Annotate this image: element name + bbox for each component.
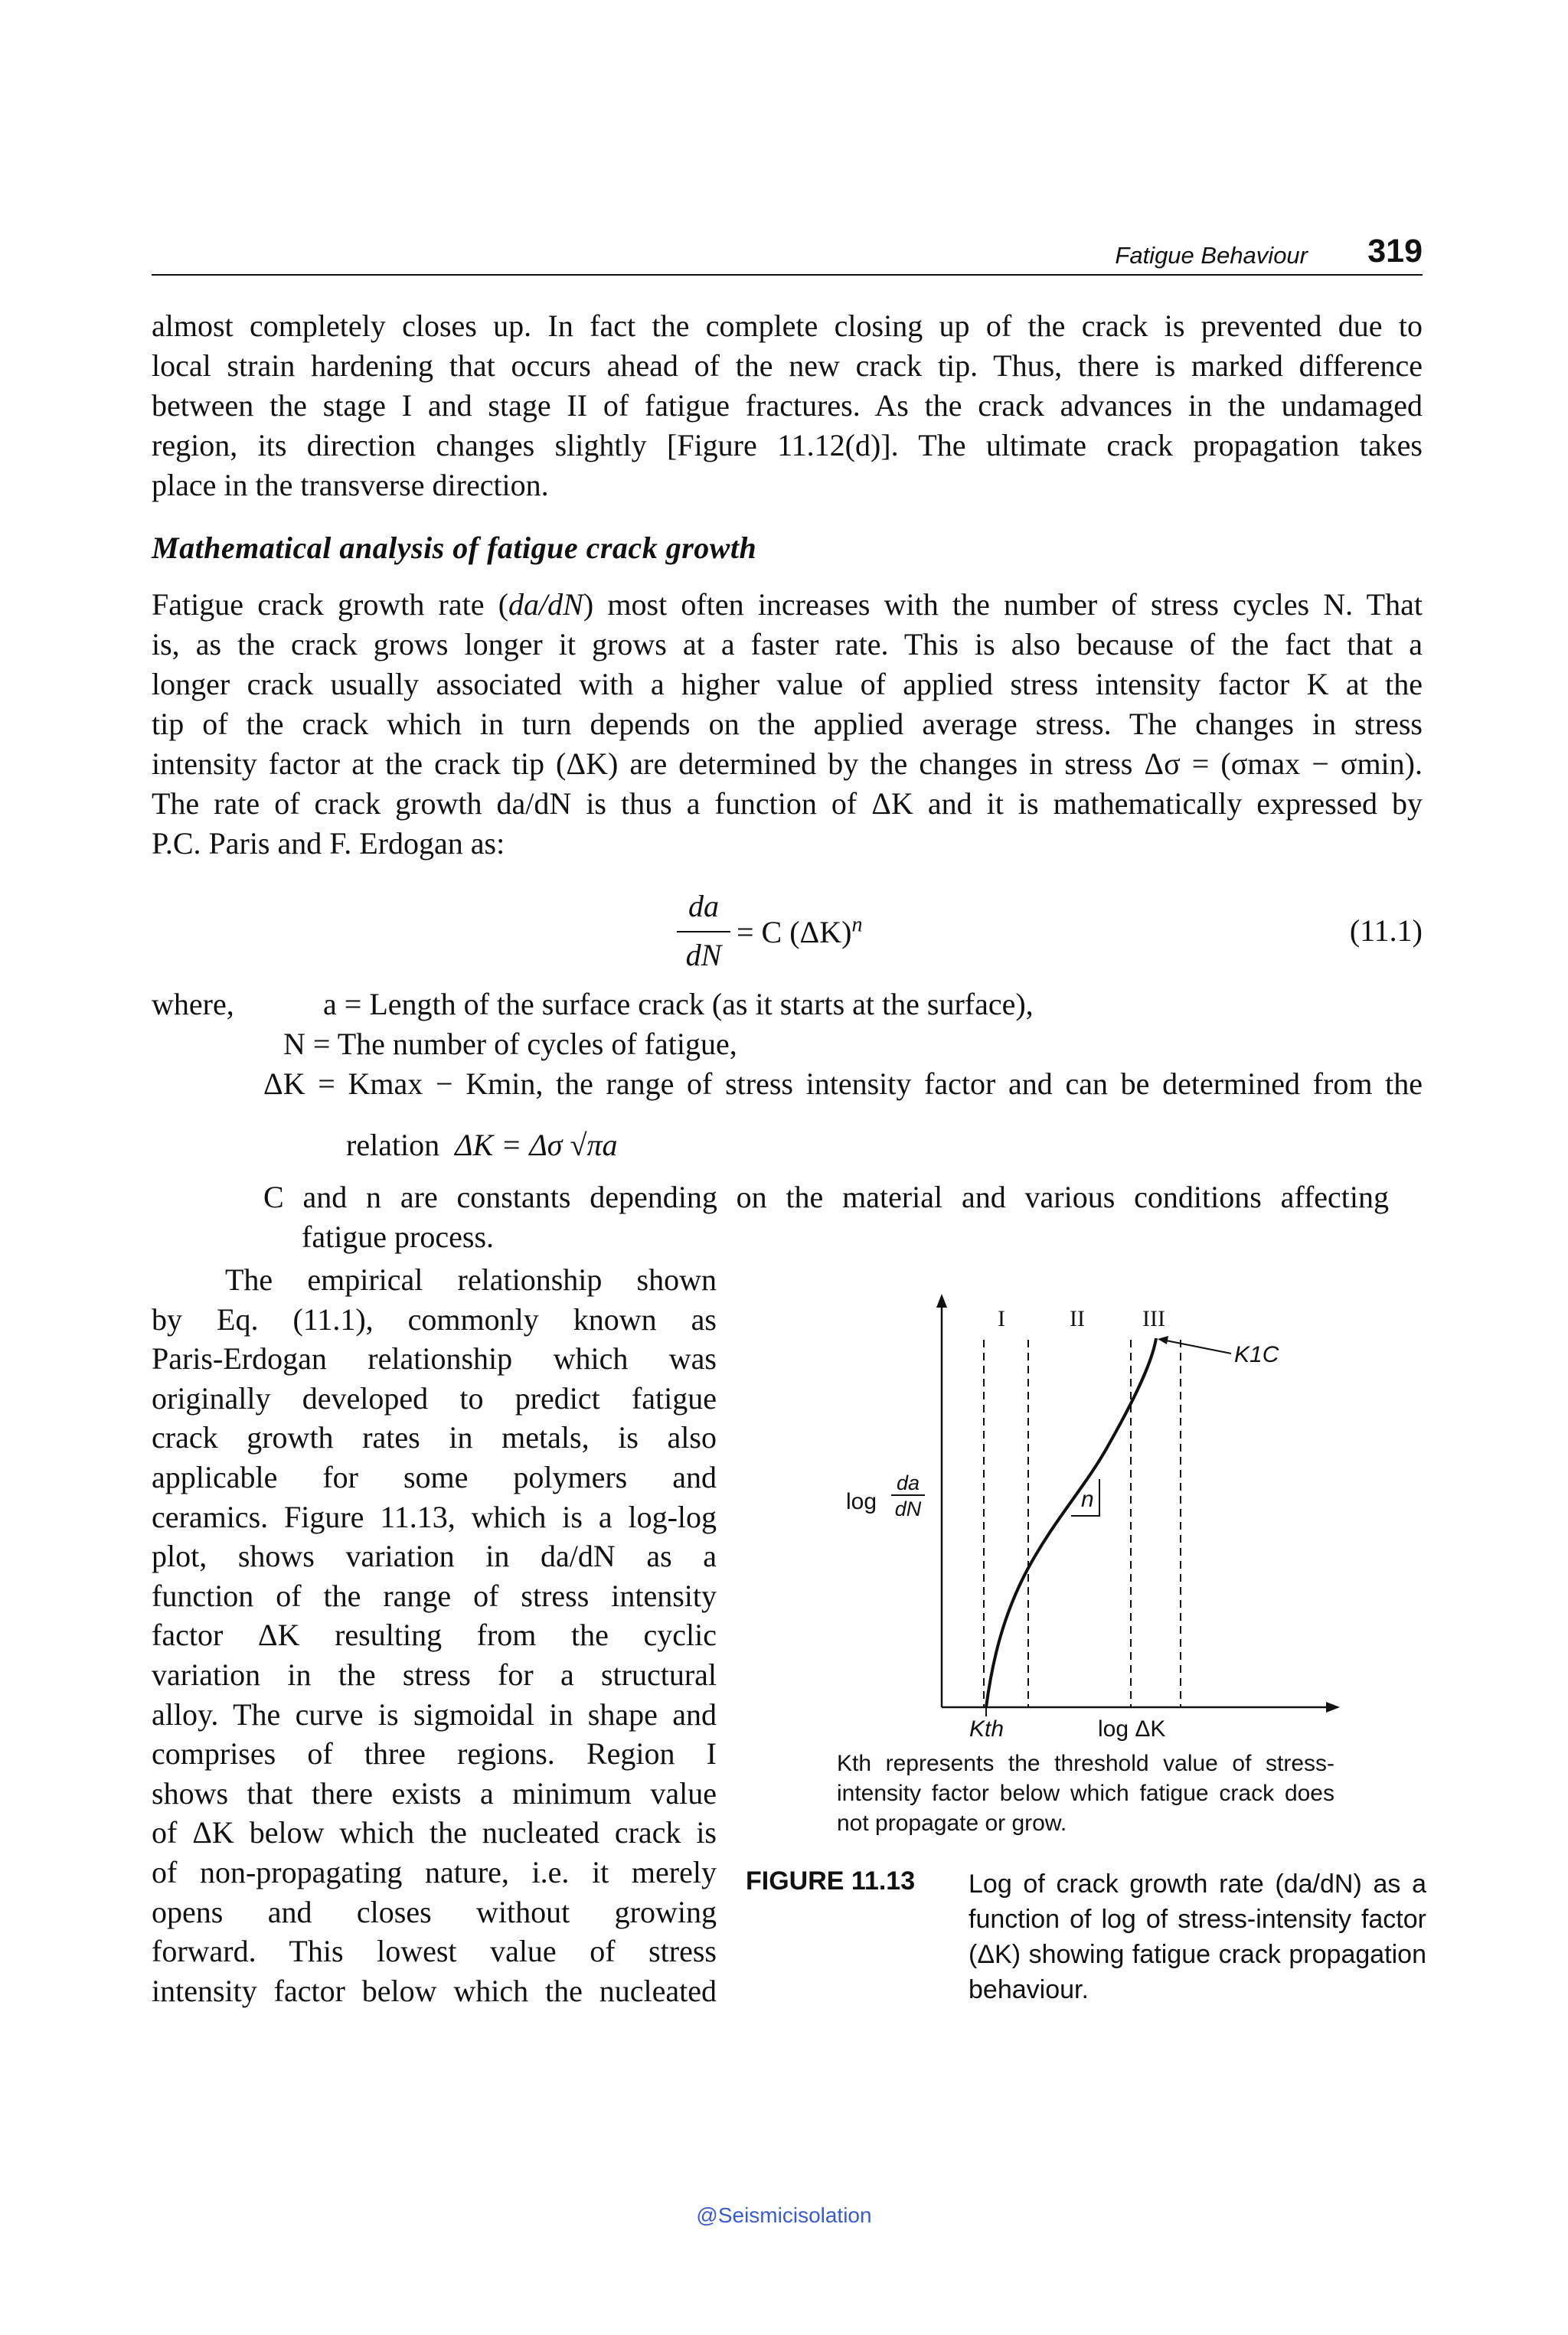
definition-c-n-cont: fatigue process. bbox=[302, 1220, 495, 1254]
section-heading: Mathematical analysis of fatigue crack growth bbox=[152, 531, 757, 565]
y-axis-label-log: log bbox=[846, 1489, 877, 1514]
k1c-leader-line bbox=[1162, 1340, 1231, 1354]
text-span-italic: da/dN bbox=[508, 587, 583, 622]
running-header bbox=[152, 230, 1423, 276]
text-line: of ΔK below which the nucleated crack is bbox=[152, 1815, 717, 1850]
text-line: by Eq. (11.1), commonly known as bbox=[152, 1301, 717, 1337]
figure-caption-text: Log of crack growth rate (da/dN) as a function of log of stress-intensity factor (ΔK) showing fatigue crack propagation behaviour. bbox=[969, 1870, 1426, 2004]
region-label-iii: III bbox=[1142, 1306, 1165, 1331]
text-line: forward. This lowest value of stress bbox=[152, 1934, 717, 1969]
equation-11-1 bbox=[674, 887, 980, 986]
text-line: crack growth rates in metals, is also bbox=[152, 1420, 717, 1455]
equation-fraction bbox=[674, 887, 733, 975]
text-line: comprises of three regions. Region I bbox=[152, 1736, 717, 1772]
text-span: Fatigue crack growth rate ( bbox=[152, 587, 509, 622]
equation-number: (11.1) bbox=[1349, 913, 1423, 948]
text-line: variation in the stress for a structural bbox=[152, 1657, 717, 1692]
text-line: local strain hardening that occurs ahead of the new crack tip. Thus, there is marked difference bbox=[152, 348, 1423, 383]
definition-a: a = Length of the surface crack (as it starts at the surface), bbox=[323, 987, 1034, 1021]
text-line bbox=[152, 585, 1423, 625]
text-line: almost completely closes up. In fact the complete closing up of the crack is prevented due to bbox=[152, 309, 1423, 343]
text-line: plot, shows variation in da/dN as a bbox=[152, 1539, 717, 1574]
text-line: originally developed to predict fatigue bbox=[152, 1380, 717, 1416]
equation-rhs bbox=[737, 914, 863, 950]
y-axis-label-numerator: da bbox=[891, 1471, 925, 1496]
text-line: The rate of crack growth da/dN is thus a function of ΔK and it is mathematically expressed by bbox=[152, 786, 1423, 821]
analysis-paragraph bbox=[152, 585, 1423, 864]
text-line: region, its direction changes slightly [Figure 11.12(d)]. The ultimate crack propagation takes bbox=[152, 428, 1423, 462]
text-line: Paris-Erdogan relationship which was bbox=[152, 1341, 717, 1377]
text-line: is, as the crack grows longer it grows at a faster rate. This is also because of the fact that a bbox=[152, 627, 1423, 661]
definition-relation bbox=[346, 1125, 618, 1165]
text-span: ) most often increases with the number of stress cycles N. That bbox=[583, 587, 1423, 622]
y-axis-arrow bbox=[936, 1294, 947, 1308]
text-line: opens and closes without growing bbox=[152, 1894, 717, 1929]
k1c-label: K1C bbox=[1234, 1342, 1279, 1367]
text-line: of non-propagating nature, i.e. it merely bbox=[152, 1854, 717, 1889]
slope-label: n bbox=[1081, 1487, 1094, 1512]
figure-note: Kth represents the threshold value of stress-intensity factor below which fatigue crack does not propagate or grow. bbox=[837, 1751, 1334, 1836]
relation-prefix: relation bbox=[346, 1128, 440, 1162]
text-line: shows that there exists a minimum value bbox=[152, 1775, 717, 1811]
region-label-ii: II bbox=[1070, 1306, 1085, 1331]
kth-label: Kth bbox=[969, 1716, 1004, 1742]
text-line: P.C. Paris and F. Erdogan as: bbox=[152, 826, 505, 861]
text-line: factor ΔK resulting from the cyclic bbox=[152, 1618, 717, 1653]
watermark: @Seismicisolation bbox=[696, 2203, 872, 2227]
intro-paragraph bbox=[152, 306, 1423, 505]
text-line: ceramics. Figure 11.13, which is a log-log bbox=[152, 1499, 717, 1534]
k1c-leader-arrow bbox=[1158, 1336, 1168, 1344]
figure-caption-label: FIGURE 11.13 bbox=[746, 1866, 916, 1896]
left-column-text bbox=[152, 1260, 717, 2010]
text-line: intensity factor at the crack tip (ΔK) are determined by the changes in stress Δσ = (σmax − σmin). bbox=[152, 746, 1423, 781]
text-line: alloy. The curve is sigmoidal in shape and bbox=[152, 1697, 717, 1732]
fraction-bar bbox=[677, 931, 730, 932]
relation-formula: ΔK = Δσ √πa bbox=[455, 1128, 618, 1162]
equation-exponent: n bbox=[851, 913, 863, 937]
text-line: applicable for some polymers and bbox=[152, 1459, 717, 1494]
equation-rhs-text: = C (ΔK) bbox=[737, 915, 852, 949]
definition-c-n: C and n are constants depending on the material and various conditions affecting bbox=[263, 1180, 1389, 1214]
x-axis-label: log ΔK bbox=[1098, 1716, 1166, 1742]
text-line: longer crack usually associated with a higher value of applied stress intensity factor K at the bbox=[152, 667, 1423, 701]
text-line: function of the range of stress intensity bbox=[152, 1578, 717, 1613]
text-line: place in the transverse direction. bbox=[152, 468, 549, 502]
page-number: 319 bbox=[1367, 233, 1423, 269]
definition-delta-k: ΔK = Kmax − Kmin, the range of stress intensity factor and can be determined from the bbox=[263, 1066, 1423, 1101]
text-line: between the stage I and stage II of fatigue fractures. As the crack advances in the undamaged bbox=[152, 388, 1423, 423]
x-axis-arrow bbox=[1326, 1702, 1340, 1713]
figure-11-13 bbox=[812, 1294, 1340, 1761]
text-line: intensity factor below which the nucleated bbox=[152, 1973, 717, 2008]
definition-n: N = The number of cycles of fatigue, bbox=[283, 1027, 737, 1061]
running-title: Fatigue Behaviour bbox=[1115, 242, 1308, 269]
equation-denominator: dN bbox=[685, 938, 722, 972]
where-label: where, bbox=[152, 987, 234, 1021]
y-axis-label-denominator: dN bbox=[894, 1497, 922, 1520]
text-line: tip of the crack which in turn depends on the applied average stress. The changes in stress bbox=[152, 707, 1423, 741]
equation-numerator: da bbox=[688, 889, 719, 923]
text-line: The empirical relationship shown bbox=[225, 1262, 717, 1297]
region-label-i: I bbox=[998, 1306, 1005, 1331]
